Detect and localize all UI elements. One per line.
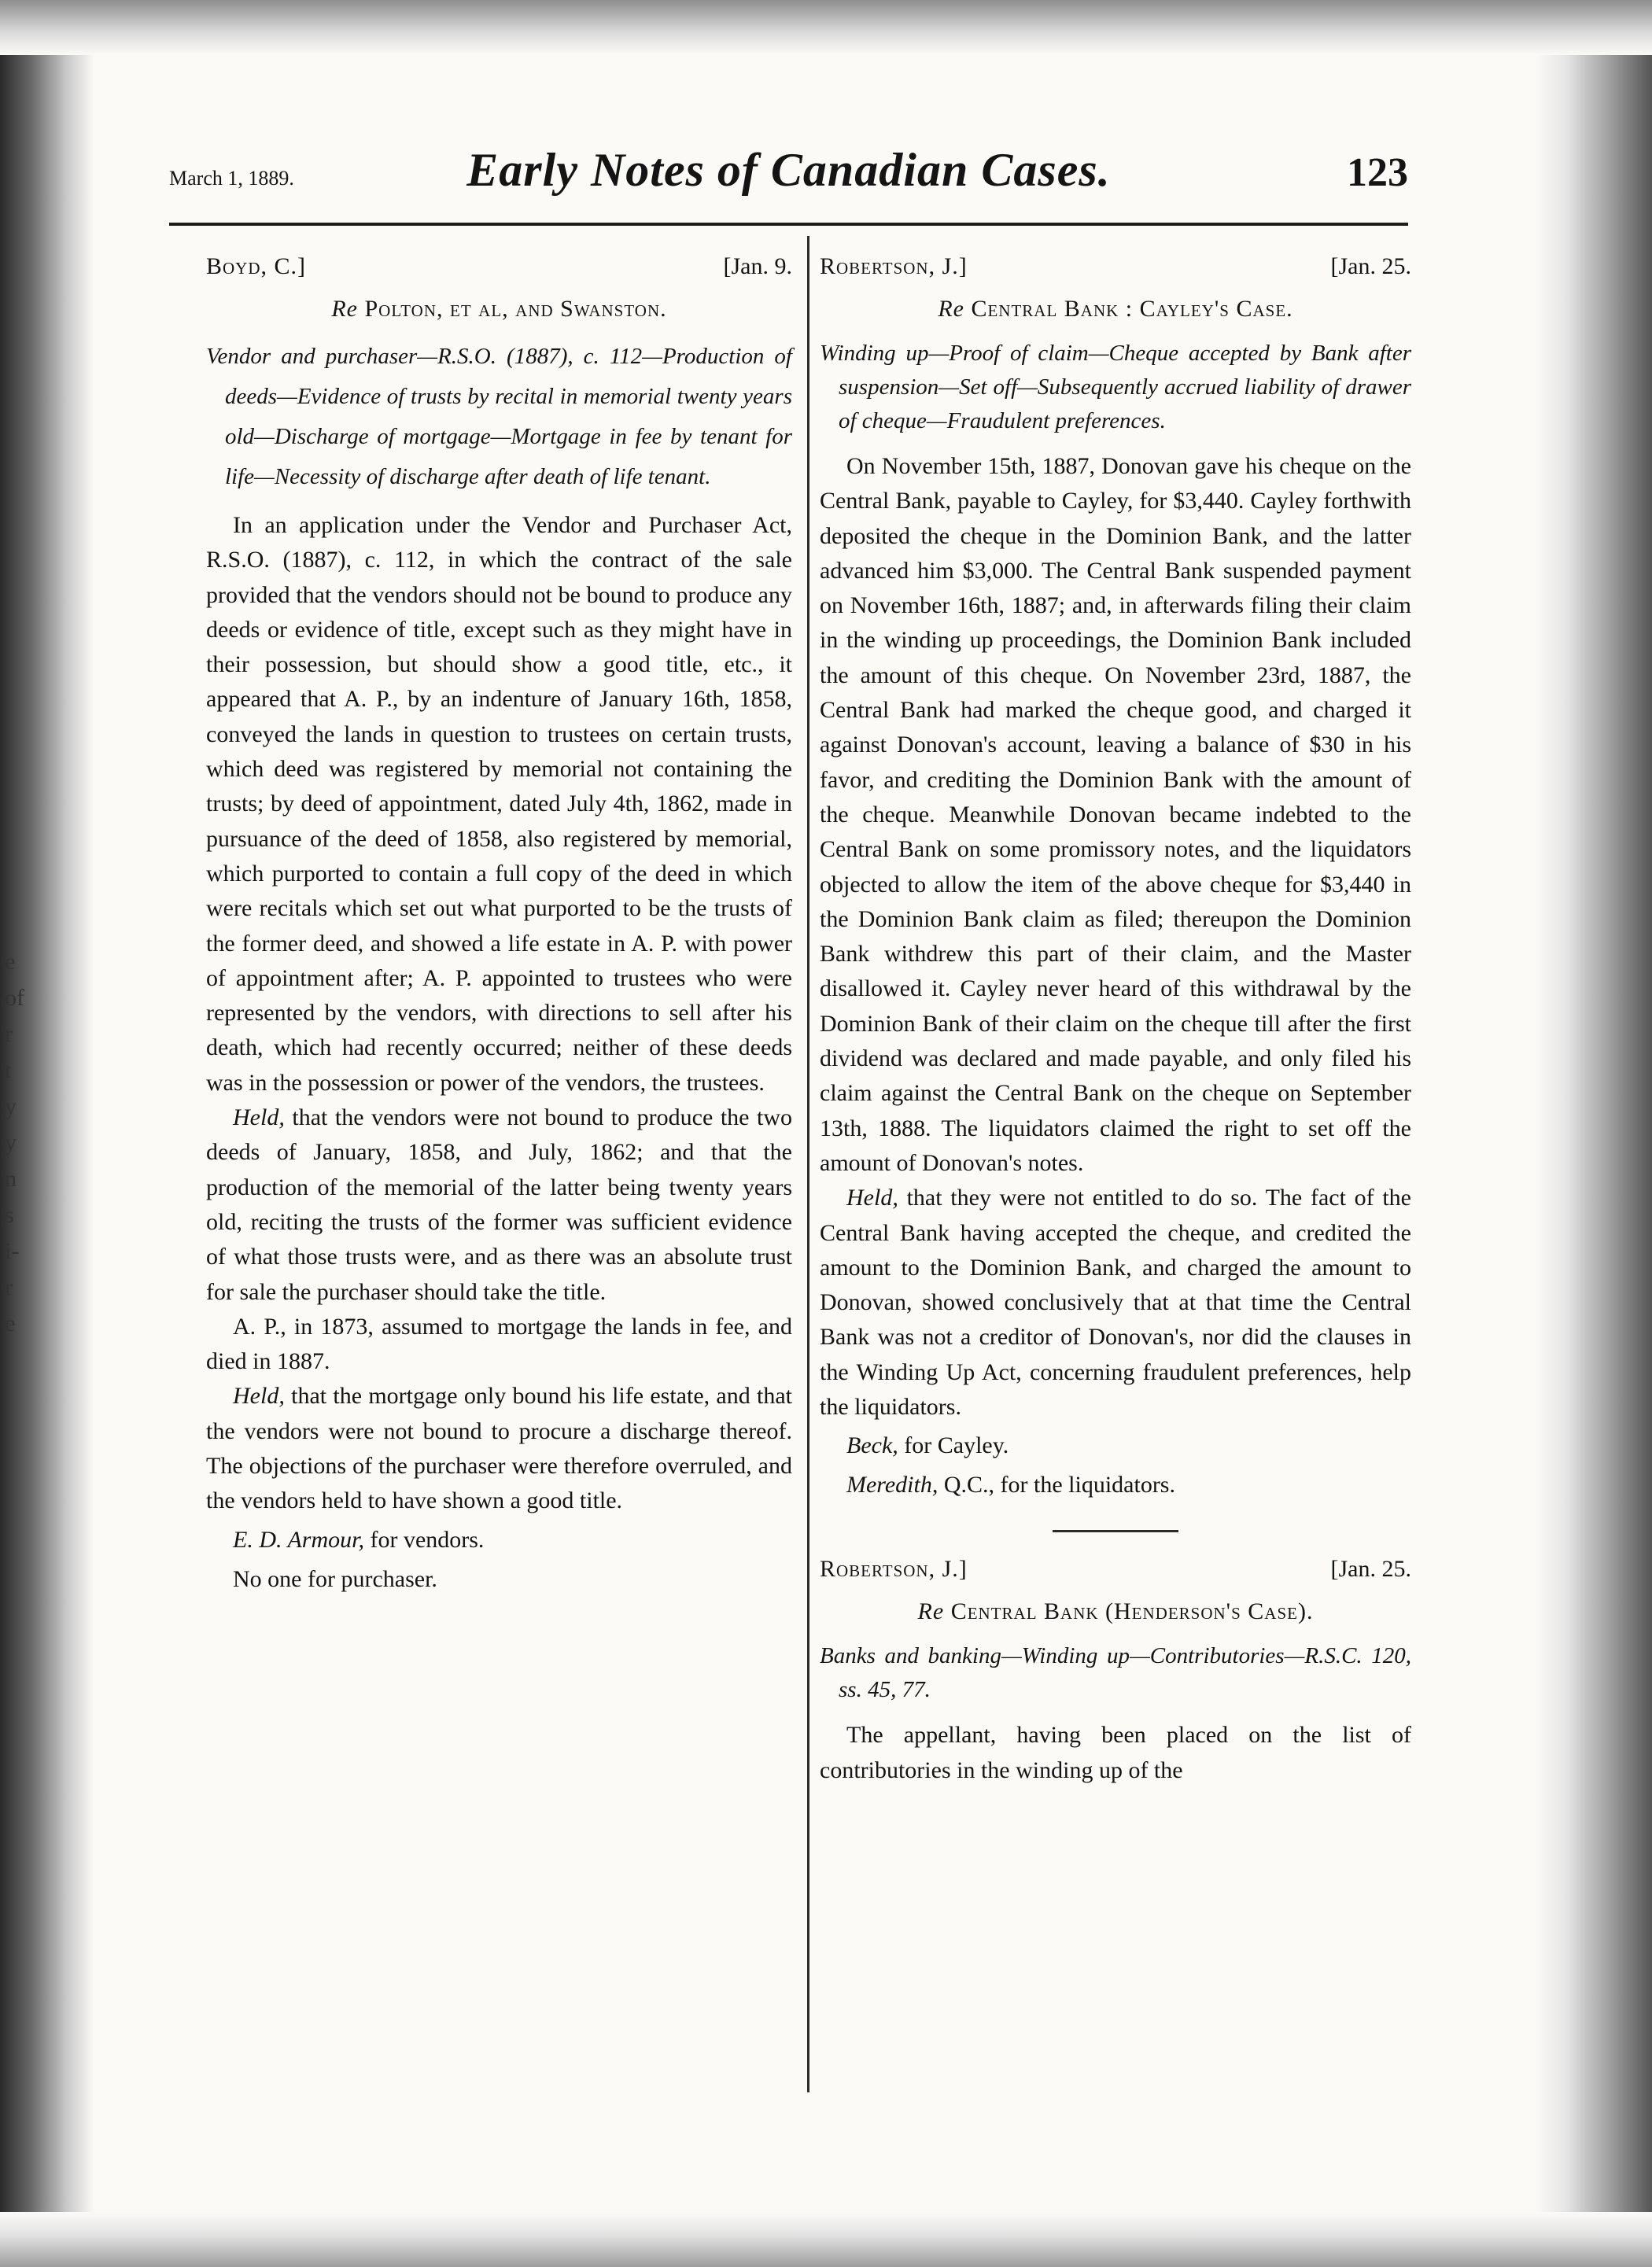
margin-letter: n xyxy=(5,1166,17,1192)
counsel-line xyxy=(820,1428,1411,1464)
body-paragraph: In an application under the Vendor and Purchaser Act, R.S.O. (1887), c. 112, in which the contract of the sale provided that the vendors should not be bound to produce any deeds or evidence of title, except such as they might have in their possession, but should show a good title, etc., it appeared that A. P., by an indenture of January 16th, 1858, conveyed the lands in question to trustees on certain trusts, which deed was registered by memorial not containing the trusts; by deed of appointment, dated July 4th, 1862, made in pursuance of the deed of 1858, also registered by memorial, which purported to contain a full copy of the deed in which were recitals which set out what purported to be the trusts of the former deed, and showed a life estate in A. P. with power of appointment after; A. P. appointed to trustees who were represented by the vendors, with directions to sell after his death, which had recently occurred; neither of these deeds was in the possession or power of the vendors, the trustees. xyxy=(206,512,792,1096)
held-paragraph xyxy=(820,1181,1411,1425)
margin-letter: r xyxy=(5,1274,13,1300)
held-label: Held, xyxy=(233,1383,285,1410)
case-title: Central Bank (Henderson's Case). xyxy=(950,1598,1314,1625)
right-column xyxy=(820,253,1411,1788)
case-heading xyxy=(206,253,792,291)
counsel-name: Meredith, xyxy=(846,1472,938,1498)
counsel-role: for Cayley. xyxy=(904,1432,1009,1459)
held-label: Held, xyxy=(233,1104,285,1131)
counsel-line xyxy=(820,1467,1411,1503)
counsel-line xyxy=(206,1561,792,1598)
counsel-name: E. D. Armour, xyxy=(233,1526,364,1553)
case-title: Central Bank : Cayley's Case. xyxy=(971,296,1293,322)
margin-letter: e xyxy=(5,949,16,975)
case-title: Polton, et al, and Swanston. xyxy=(364,296,667,322)
counsel-role: for vendors. xyxy=(370,1526,485,1553)
page-number: 123 xyxy=(1347,150,1408,195)
headnote: Banks and banking—Winding up—Contributories—R.S.C. 120, ss. 45, 77. xyxy=(820,1643,1411,1703)
margin-letter: s xyxy=(5,1202,14,1228)
held-text: that the vendors were not bound to produce the two deeds of January, 1858, and July, 1862; and that the production of the memorial of the latter being twenty years old, reciting the trusts of the former was sufficient evidence of what those trusts were, and as there was an absolute trust for sale the purchaser should take the title. xyxy=(206,1104,793,1305)
scan-shadow-right xyxy=(1534,0,1652,2267)
case-prefix: Re xyxy=(331,296,358,322)
counsel-role: No one for purchaser. xyxy=(233,1565,437,1592)
column-divider xyxy=(807,236,809,2092)
case-name xyxy=(206,296,792,323)
issue-date: March 1, 1889. xyxy=(169,167,294,190)
facing-page-margin-letters xyxy=(5,944,28,1342)
judge: Boyd, C.] xyxy=(206,253,307,279)
held-paragraph xyxy=(206,1100,792,1310)
body-paragraph: The appellant, having been placed on the list of contributories in the winding up of the xyxy=(820,1722,1411,1783)
case-heading xyxy=(820,1556,1411,1594)
body-paragraph: A. P., in 1873, assumed to mortgage the lands in fee, and died in 1887. xyxy=(206,1313,792,1375)
judge: Robertson, J.] xyxy=(820,253,968,279)
judge: Robertson, J.] xyxy=(820,1556,968,1583)
margin-letter: y xyxy=(5,1130,17,1156)
decision-date: [Jan. 25. xyxy=(1330,1556,1411,1583)
counsel-line xyxy=(206,1522,792,1558)
margin-letter: i- xyxy=(5,1238,20,1264)
counsel-role: Q.C., for the liquidators. xyxy=(943,1472,1175,1498)
case-heading xyxy=(820,253,1411,291)
scan-shadow-bottom xyxy=(0,2212,1652,2267)
held-text: that the mortgage only bound his life estate, and that the vendors were not bound to procure a discharge thereof. The objections of the purchaser were therefore overruled, and the vendors held to have shown a good title. xyxy=(206,1383,793,1514)
decision-date: [Jan. 25. xyxy=(1330,253,1411,279)
margin-letter: t xyxy=(5,1057,12,1083)
counsel-name: Beck, xyxy=(846,1432,898,1459)
left-column xyxy=(206,253,792,1598)
held-text: that they were not entitled to do so. The fact of the Central Bank having accepted the cheque, and credited the amount to the Dominion Bank, and charged the amount to Donovan, showed conclusively that at that time the Central Bank was not a creditor of Donovan's, nor did the clauses in the Winding Up Act, concerning fraudulent preferences, help the liquidators. xyxy=(820,1185,1412,1421)
case-prefix: Re xyxy=(917,1598,945,1625)
margin-letter: e xyxy=(5,1310,16,1336)
case-separator xyxy=(1053,1530,1178,1532)
case-name xyxy=(820,296,1411,323)
header-rule xyxy=(169,223,1408,226)
body-paragraph: On November 15th, 1887, Donovan gave his cheque on the Central Bank, payable to Cayley, for $3,440. Cayley forthwith deposited the cheque in the Dominion Bank, and the latter advanced him $3,000. The Central Bank suspended payment on November 16th, 1887; and, in afterwards filing their claim in the winding up proceedings, the Dominion Bank included the amount of this cheque. On November 23rd, 1887, the Central Bank had marked the cheque good, and charged it against Donovan's account, leaving a balance of $30 in his favor, and crediting the Dominion Bank with the amount of the cheque. Meanwhile Donovan became indebted to the Central Bank on some promissory notes, and the liquidators objected to allow the item of the above cheque for $3,440 in the Dominion Bank claim as filed; thereupon the Dominion Bank withdrew this part of their claim, and the Master disallowed it. Cayley never heard of this withdrawal by the Dominion Bank of their claim on the cheque till after the first dividend was declared and made payable, and only filed his claim against the Central Bank on the cheque on September 13th, 1888. The liquidators claimed the right to set off the amount of Donovan's notes. xyxy=(820,453,1411,1176)
journal-section-title: Early Notes of Canadian Cases. xyxy=(466,144,1111,196)
running-header xyxy=(169,143,1408,214)
held-paragraph xyxy=(206,1379,792,1518)
case-prefix: Re xyxy=(938,296,964,322)
headnote: Vendor and purchaser—R.S.O. (1887), c. 112—Production of deeds—Evidence of trusts by recital in memorial twenty years old—Discharge of mortgage—Mortgage in fee by tenant for life—Necessity of discharge after death of life tenant. xyxy=(206,344,792,489)
headnote: Winding up—Proof of claim—Cheque accepted by Bank after suspension—Set off—Subsequently accrued liability of drawer of cheque—Fraudulent preferences. xyxy=(820,341,1411,433)
case-name xyxy=(820,1598,1411,1625)
margin-letter: r xyxy=(5,1021,13,1047)
margin-letter: of xyxy=(5,985,24,1011)
decision-date: [Jan. 9. xyxy=(723,253,792,279)
margin-letter: y xyxy=(5,1093,17,1119)
scan-shadow-top xyxy=(0,0,1652,55)
held-label: Held, xyxy=(846,1185,898,1211)
